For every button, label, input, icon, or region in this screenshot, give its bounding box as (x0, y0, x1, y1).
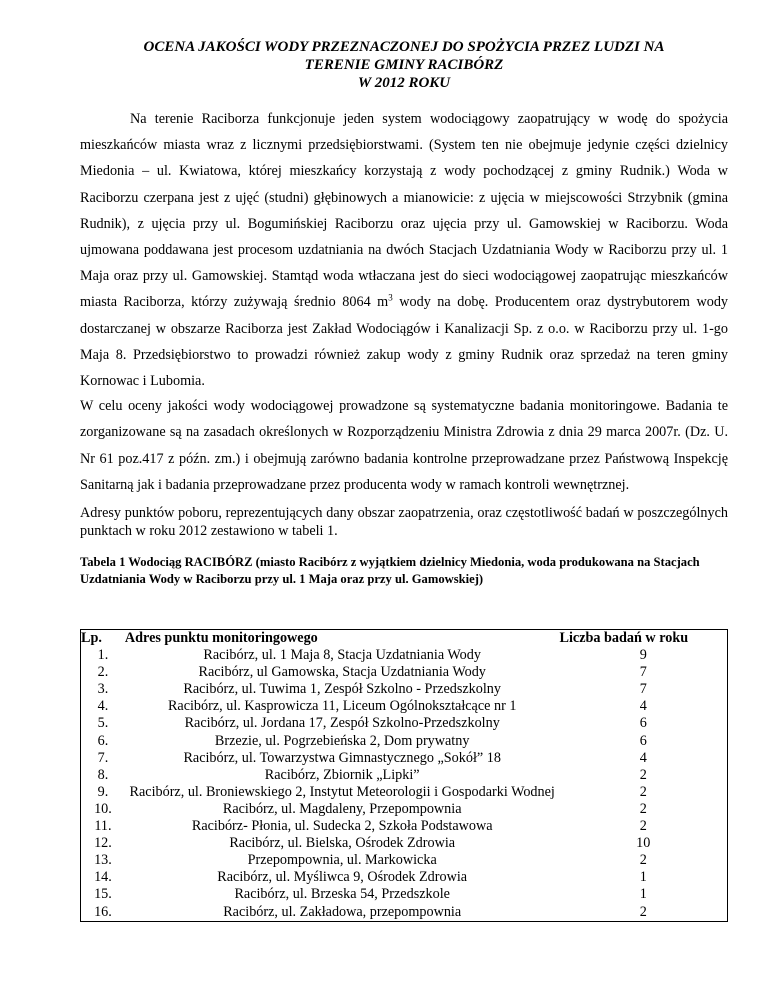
row-lp: 12. (94, 835, 112, 852)
monitoring-table (80, 629, 728, 922)
table-row (81, 835, 728, 852)
table-header-row (81, 630, 728, 648)
row-lp: 3. (97, 681, 109, 698)
row-count: 9 (639, 647, 647, 664)
table-caption: Tabela 1 Wodociąg RACIBÓRZ (miasto Racibórz z wyjątkiem dzielnicy Miedonia, woda produkowana na Stacjach Uzdatniania Wody w Raciborzu przy ul. 1 Maja oraz przy ul. Gamowskiej) (80, 555, 700, 587)
title-line-2: TERENIE GMINY RACIBÓRZ (304, 57, 504, 73)
row-address: Racibórz, ul. Brzeska 54, Przedszkole (234, 886, 450, 903)
row-lp: 13. (94, 852, 112, 869)
row-address: Racibórz, ul Gamowska, Stacja Uzdatniania Wody (198, 664, 486, 681)
row-address: Racibórz, Zbiornik „Lipki” (264, 766, 420, 783)
table-row (81, 767, 728, 784)
row-count: 1 (639, 869, 647, 886)
row-lp: 2. (97, 664, 109, 681)
table-row (81, 647, 728, 664)
row-count: 7 (639, 664, 647, 681)
row-lp: 1. (97, 647, 109, 664)
row-count: 4 (639, 698, 647, 715)
row-lp: 10. (94, 800, 112, 817)
row-lp: 16. (94, 903, 112, 920)
title-line-3: W 2012 ROKU (357, 75, 451, 91)
table-body (81, 647, 728, 921)
row-lp: 15. (94, 886, 112, 903)
row-count: 10 (636, 835, 651, 852)
table-row (81, 750, 728, 767)
row-lp: 4. (97, 698, 109, 715)
paragraph-water-system-tail: wody na dobę. Producentem oraz dystrybutorem wody dostarczanej w obszarze Raciborza jest Zakład Wodociągów i Kanalizacji Sp. z o.o. w Raciborzu przy ul. 1-go Maja 8. Przedsiębiorstwo to prowadzi również zakup wody z gminy Rudnik oraz sprzedaż na teren gminy Kornowac i Lubomia. (80, 294, 729, 390)
row-count: 2 (639, 818, 647, 835)
row-lp: 7. (97, 749, 109, 766)
row-address: Racibórz, ul. Bielska, Ośrodek Zdrowia (229, 835, 456, 852)
row-lp: 8. (97, 766, 109, 783)
paragraph-water-system-text: Na terenie Raciborza funkcjonuje jeden system wodociągowy zaopatrujący w wodę do spożycia mieszkańców miasta wraz z licznymi przedsiębiorstwami. (System ten nie obejmuje jedynie części dzielnicy Miedonia – ul. Kwiatowa, której mieszkańcy korzystają z wody pochodzącej z gminy Rudnik.) Woda w Raciborzu czerpana jest z ujęć (studni) głębinowych a mianowicie: z ujęcia w miejscowości Strzybnik (gmina Rudnik), z ujęcia przy ul. Bogumińskiej Raciborzu oraz ujęcia przy ul. Gamowskiej w Raciborzu. Woda ujmowana poddawana jest procesom uzdatniania na dwóch Stacjach Uzdatniania Wody w Raciborzu przy ul. 1 Maja oraz przy ul. Gamowskiej. Stamtąd woda wtłaczana jest do sieci wodociągowej zaopatrując mieszkańców miasta Raciborza, którzy zużywają średnio 8064 m (80, 111, 728, 311)
unit-exponent: 3 (388, 292, 393, 303)
title-line-1: OCENA JAKOŚCI WODY PRZEZNACZONEJ DO SPOŻYCIA PRZEZ LUDZI NA (143, 39, 665, 55)
row-address: Racibórz, ul. Broniewskiego 2, Instytut Meteorologii i Gospodarki Wodnej (129, 783, 555, 800)
row-count: 2 (639, 783, 647, 800)
document-title (80, 38, 728, 92)
row-address: Racibórz- Płonia, ul. Sudecka 2, Szkoła Podstawowa (191, 818, 493, 835)
row-address: Racibórz, ul. 1 Maja 8, Stacja Uzdatniania Wody (203, 647, 481, 664)
header-address: Adres punktu monitoringowego (124, 630, 318, 646)
table-row (81, 869, 728, 886)
row-address: Racibórz, ul. Zakładowa, przepompownia (223, 903, 462, 920)
row-address: Racibórz, ul. Magdaleny, Przepompownia (222, 800, 462, 817)
row-count: 1 (639, 886, 647, 903)
row-count: 2 (639, 800, 647, 817)
table-row (81, 801, 728, 818)
row-address: Racibórz, ul. Myśliwca 9, Ośrodek Zdrowia (217, 869, 468, 886)
row-lp: 9. (97, 783, 109, 800)
header-count: Liczba badań w roku (559, 630, 689, 646)
row-lp: 5. (97, 715, 109, 732)
table-row (81, 681, 728, 698)
table-row (81, 698, 728, 715)
header-lp: Lp. (81, 630, 102, 646)
table-row (81, 904, 728, 922)
row-count: 7 (639, 681, 647, 698)
row-address: Racibórz, ul. Towarzystwa Gimnastycznego „Sokół” 18 (183, 749, 501, 766)
paragraph-monitoring: W celu oceny jakości wody wodociągowej prowadzone są systematyczne badania monitoringowe. Badania te zorganizowane są na zasadach określonych w Rozporządzeniu Ministra Zdrowia z dnia 29 marca 2007r. (Dz. U. Nr 61 poz.417 z późn. zm.) i obejmują zarówno badania kontrolne przeprowadzane przez Państwową Inspekcję Sanitarną jak i badania przeprowadzane przez producenta wody w ramach kontroli wewnętrznej. (80, 398, 728, 493)
table-row (81, 818, 728, 835)
row-address: Racibórz, ul. Jordana 17, Zespół Szkolno-Przedszkolny (184, 715, 500, 732)
paragraph-sampling-points: Adresy punktów poboru, reprezentujących dany obszar zaopatrzenia, oraz częstotliwość badań w poszczególnych punktach w roku 2012 zestawiono w tabeli 1. (80, 505, 728, 540)
row-address: Przepompownia, ul. Markowicka (247, 852, 437, 869)
table-row (81, 886, 728, 903)
table-row (81, 852, 728, 869)
row-count: 2 (639, 852, 647, 869)
row-address: Racibórz, ul. Kasprowicza 11, Liceum Ogólnokształcące nr 1 (167, 698, 517, 715)
table-row (81, 664, 728, 681)
row-lp: 6. (97, 732, 109, 749)
row-count: 2 (639, 903, 647, 920)
row-address: Racibórz, ul. Tuwima 1, Zespół Szkolno - Przedszkolny (183, 681, 501, 698)
document-page (80, 38, 728, 588)
row-lp: 11. (94, 818, 112, 835)
row-count: 2 (639, 766, 647, 783)
table-row (81, 715, 728, 732)
table-row (81, 733, 728, 750)
row-count: 6 (639, 715, 647, 732)
row-count: 6 (639, 732, 647, 749)
row-count: 4 (639, 749, 647, 766)
paragraph-water-system (80, 106, 728, 394)
row-address: Brzezie, ul. Pogrzebieńska 2, Dom prywatny (214, 732, 470, 749)
row-lp: 14. (94, 869, 112, 886)
table-row (81, 784, 728, 801)
